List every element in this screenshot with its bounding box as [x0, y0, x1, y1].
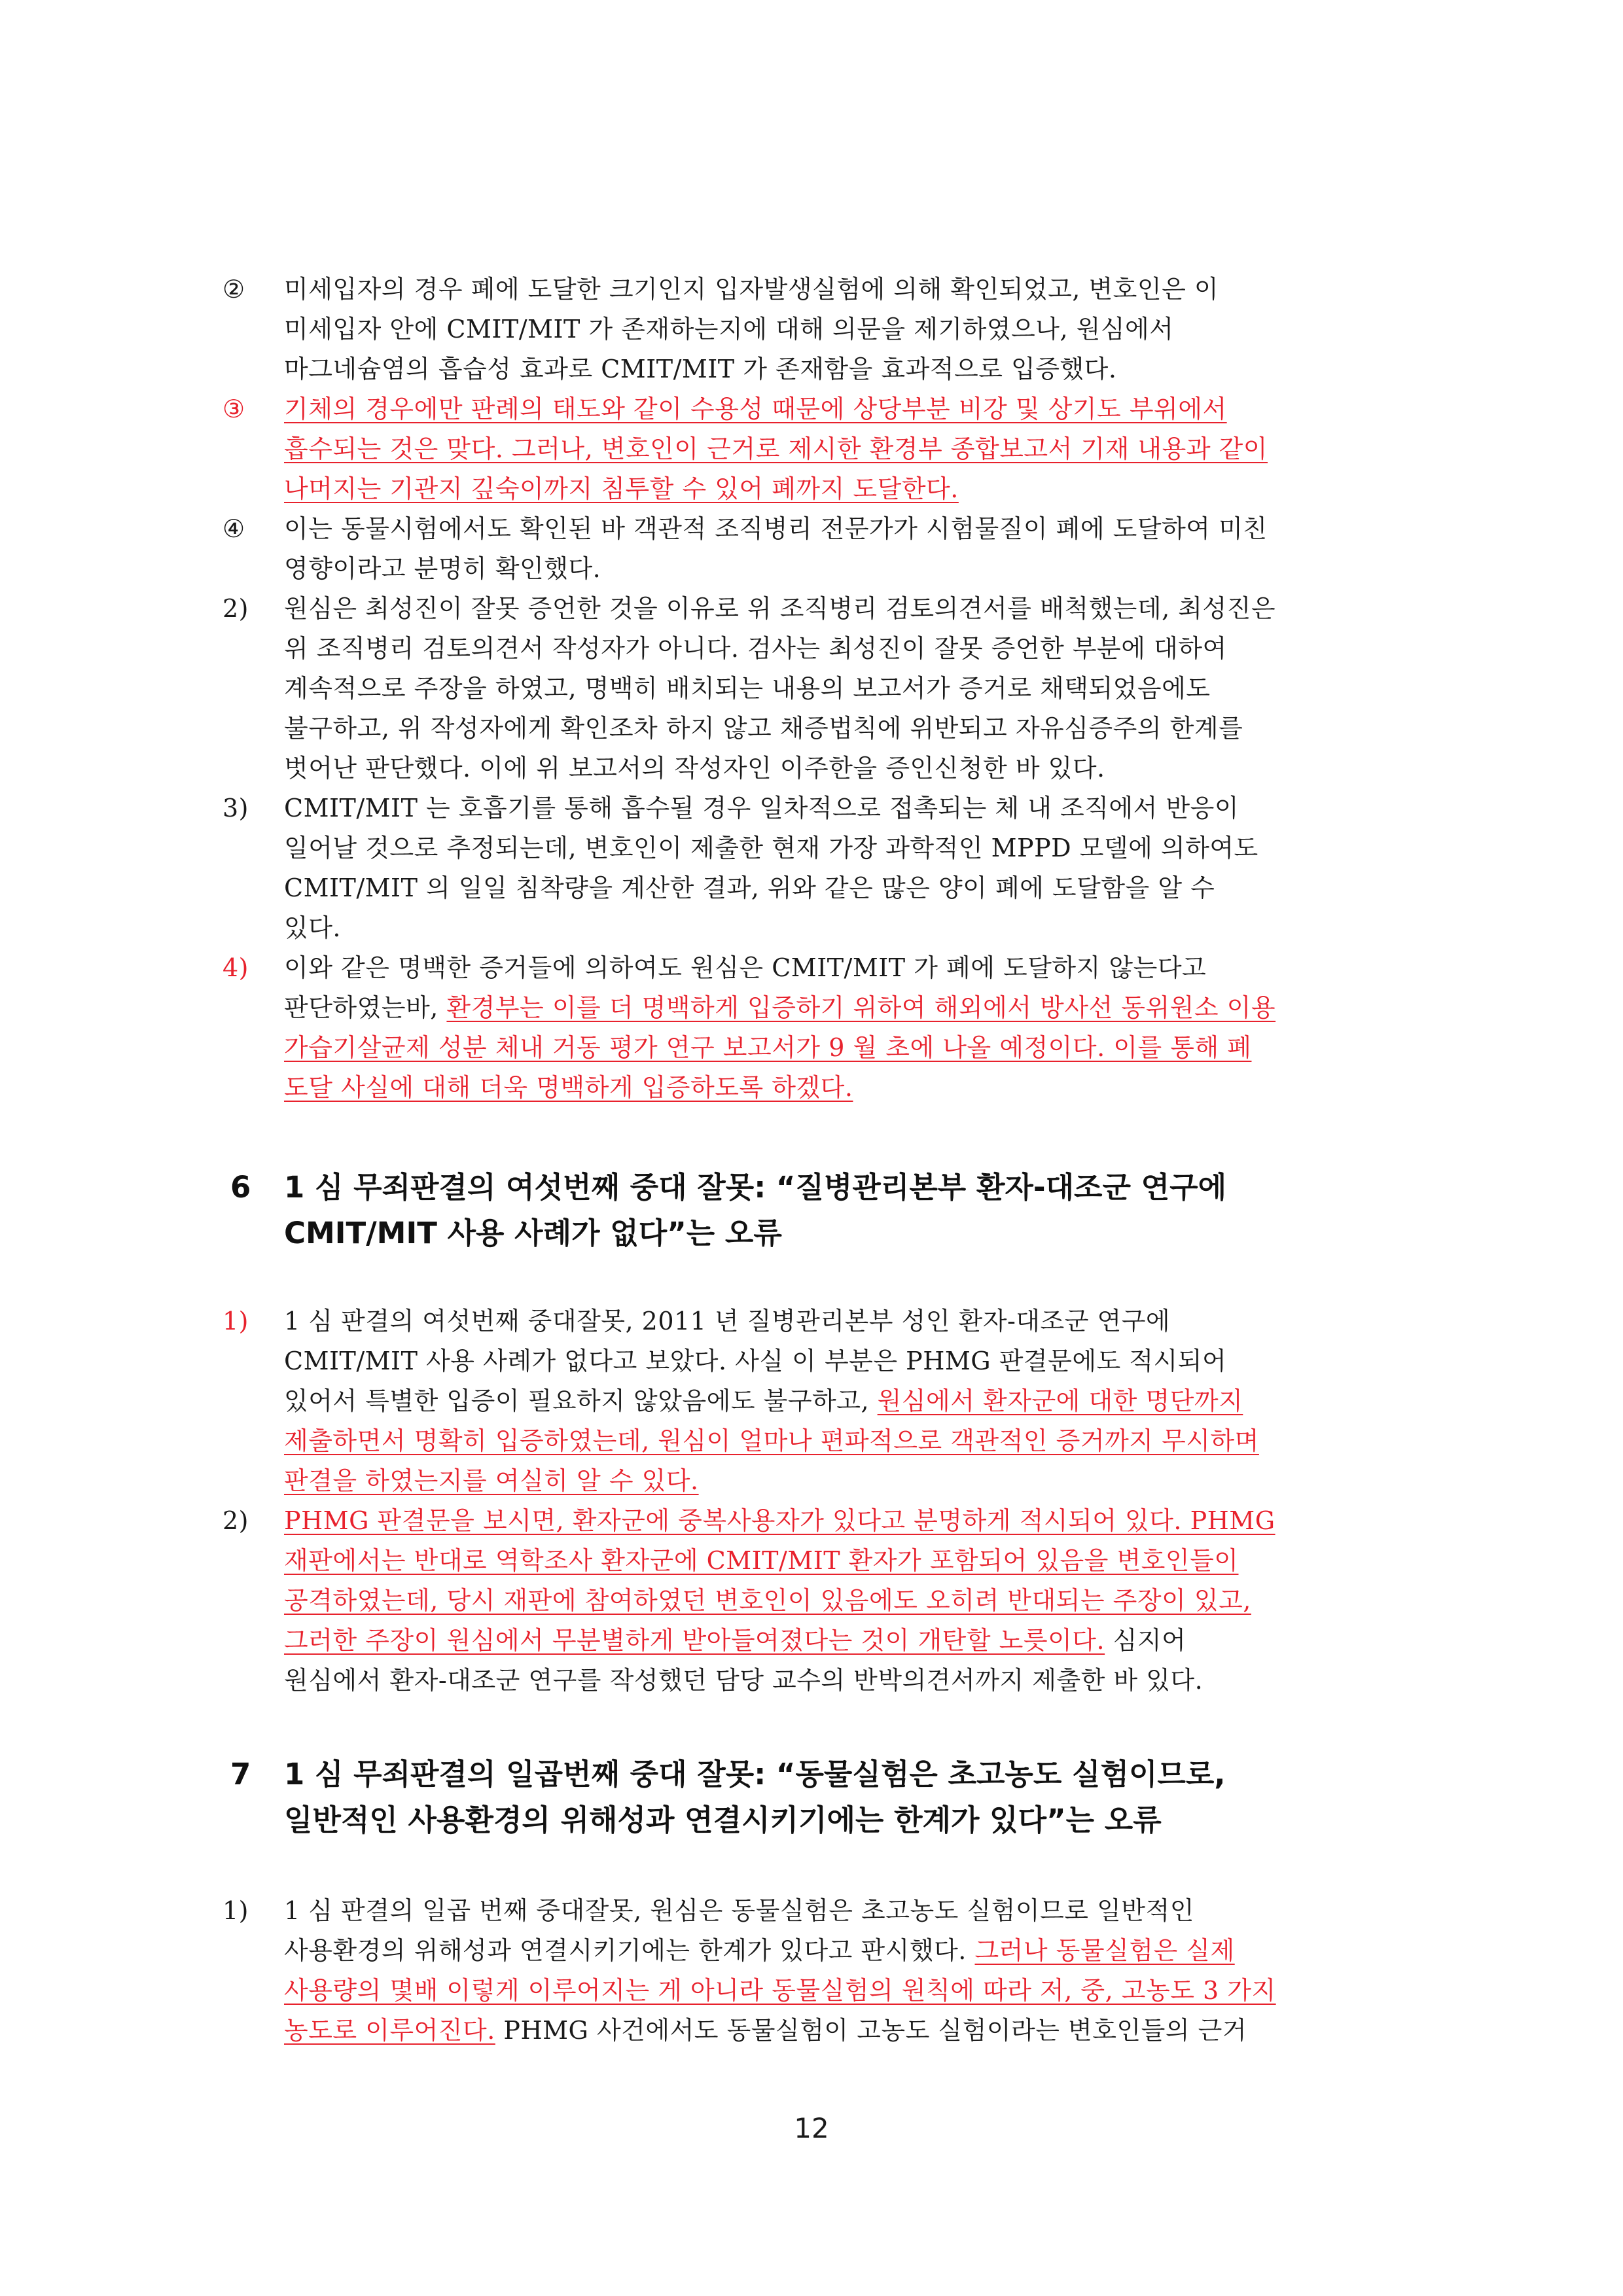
text-line — [284, 1028, 1410, 1068]
text-line — [284, 509, 1410, 549]
text-segment: 1 심 판결의 여섯번째 중대잘못, 2011 년 질병관리본부 성인 환자-대조군 연구에 — [284, 1307, 1171, 1335]
section-title-line: 1 심 무죄판결의 일곱번째 중대 잘못: “동물실험은 초고농도 실험이므로, — [284, 1757, 1226, 1792]
section-title-line: 일반적인 사용환경의 위해성과 연결시키기에는 한계가 있다”는 오류 — [284, 1803, 1162, 1837]
text-segment: 있다. — [284, 913, 341, 942]
text-segment: 원심은 최성진이 잘못 증언한 것을 이유로 위 조직병리 검토의견서를 배척했는데, 최성진은 — [284, 594, 1276, 623]
text-segment: 위 조직병리 검토의견서 작성자가 아니다. 검사는 최성진이 잘못 증언한 부분에 대하여 — [284, 634, 1227, 663]
text-segment: 일어날 것으로 추정되는데, 변호인이 제출한 현재 가장 과학적인 MPPD 모델에 의하여도 — [284, 834, 1258, 862]
text-line — [284, 1381, 1410, 1421]
text-line — [284, 908, 1410, 948]
item-number: 1) — [223, 1307, 249, 1335]
text-segment: CMIT/MIT 사용 사례가 없다고 보았다. 사실 이 부분은 PHMG 판결문에도 적시되어 — [284, 1347, 1227, 1375]
text-line — [284, 948, 1410, 988]
text-segment: 1 심 판결의 일곱 번째 중대잘못, 원심은 동물실험은 초고농도 실험이므로 일반적인 — [284, 1896, 1194, 1925]
text-segment: 판단하였는바, — [284, 993, 447, 1022]
item-number: 1) — [223, 1896, 249, 1925]
text-segment: 있어서 특별한 입증이 필요하지 않았음에도 불구하고, — [284, 1386, 878, 1415]
highlighted-text: 그러한 주장이 원심에서 무분별하게 받아들여졌다는 것이 개탄할 노릇이다. — [284, 1626, 1105, 1655]
highlighted-text: 도달 사실에 대해 더욱 명백하게 입증하도록 하겠다. — [284, 1073, 853, 1102]
text-line — [284, 1971, 1410, 2011]
text-segment: 벗어난 판단했다. 이에 위 보고서의 작성자인 이주한을 증인신청한 바 있다. — [284, 754, 1105, 783]
text-line — [284, 669, 1410, 709]
highlighted-text: 사용량의 몇배 이렇게 이루어지는 게 아니라 동물실험의 원칙에 따라 저, 중, 고농도 3 가지 — [284, 1976, 1276, 2005]
text-line — [284, 988, 1410, 1028]
text-line — [284, 1931, 1410, 1971]
text-segment: 계속적으로 주장을 하였고, 명백히 배치되는 내용의 보고서가 증거로 채택되었음에도 — [284, 674, 1211, 703]
highlighted-text: PHMG 판결문을 보시면, 환자군에 중복사용자가 있다고 분명하게 적시되어 있다. PHMG — [284, 1506, 1275, 1535]
text-line — [284, 1301, 1410, 1341]
text-line — [284, 429, 1410, 469]
highlighted-text: 원심에서 환자군에 대한 명단까지 — [877, 1386, 1243, 1415]
text-segment: 미세입자 안에 CMIT/MIT 가 존재하는지에 대해 의문을 제기하였으나, 원심에서 — [284, 315, 1174, 344]
highlighted-text: 공격하였는데, 당시 재판에 참여하였던 변호인이 있음에도 오히려 반대되는 주장이 있고, — [284, 1586, 1251, 1615]
item-number: 2) — [223, 1506, 249, 1535]
item-number: 2) — [223, 594, 249, 623]
page-number: 12 — [794, 2112, 829, 2144]
item-number: ② — [223, 275, 245, 304]
text-line — [284, 270, 1410, 309]
highlighted-text: 기체의 경우에만 판례의 태도와 같이 수용성 때문에 상당부분 비강 및 상기도 부위에서 — [284, 395, 1227, 423]
text-segment: 영향이라고 분명히 확인했다. — [284, 554, 601, 583]
text-line — [284, 589, 1410, 629]
highlighted-text: 판결을 하였는지를 여실히 알 수 있다. — [284, 1466, 699, 1495]
text-segment: 사용환경의 위해성과 연결시키기에는 한계가 있다고 판시했다. — [284, 1936, 975, 1965]
highlighted-text: 가습기살균제 성분 체내 거동 평가 연구 보고서가 9 월 초에 나올 예정이다. 이를 통해 폐 — [284, 1033, 1252, 1062]
text-line — [284, 1461, 1410, 1501]
text-segment: 불구하고, 위 작성자에게 확인조차 하지 않고 채증법칙에 위반되고 자유심증주의 한계를 — [284, 714, 1243, 743]
text-segment: CMIT/MIT 는 호흡기를 통해 흡수될 경우 일차적으로 접촉되는 체 내 조직에서 반응이 — [284, 794, 1240, 822]
text-segment: 이는 동물시험에서도 확인된 바 객관적 조직병리 전문가가 시험물질이 폐에 도달하여 미친 — [284, 514, 1268, 543]
text-segment: 원심에서 환자-대조군 연구를 작성했던 담당 교수의 반박의견서까지 제출한 바 있다. — [284, 1666, 1204, 1695]
text-line — [284, 868, 1410, 908]
highlighted-text: 나머지는 기관지 깊숙이까지 침투할 수 있어 폐까지 도달한다. — [284, 474, 959, 503]
text-segment: CMIT/MIT 의 일일 침착량을 계산한 결과, 위와 같은 많은 양이 폐에 도달함을 알 수 — [284, 874, 1215, 902]
highlighted-text: 그러나 동물실험은 실제 — [974, 1936, 1235, 1965]
text-line — [284, 1621, 1410, 1661]
item-number: 4) — [223, 953, 249, 982]
highlighted-text: 흡수되는 것은 맞다. 그러나, 변호인이 근거로 제시한 환경부 종합보고서 기재 내용과 같이 — [284, 434, 1268, 463]
text-line — [284, 549, 1410, 589]
item-number: ④ — [223, 514, 245, 543]
highlighted-text: 재판에서는 반대로 역학조사 환자군에 CMIT/MIT 환자가 포함되어 있음을 변호인들이 — [284, 1546, 1239, 1575]
text-segment: 심지어 — [1105, 1626, 1186, 1655]
text-line — [284, 1421, 1410, 1461]
highlighted-text: 농도로 이루어진다. — [284, 2016, 495, 2045]
text-line — [284, 828, 1410, 868]
section-number: 7 — [230, 1757, 251, 1792]
text-line — [284, 709, 1410, 749]
text-line — [284, 629, 1410, 669]
text-segment: PHMG 사건에서도 동물실험이 고농도 실험이라는 변호인들의 근거 — [495, 2016, 1247, 2045]
text-line — [284, 389, 1410, 429]
section-number: 6 — [230, 1170, 251, 1205]
text-line — [284, 1501, 1410, 1541]
text-line — [284, 1341, 1410, 1381]
text-segment: 미세입자의 경우 폐에 도달한 크기인지 입자발생실험에 의해 확인되었고, 변호인은 이 — [284, 275, 1219, 304]
item-number: ③ — [223, 395, 245, 423]
text-line — [284, 1581, 1410, 1621]
text-line — [284, 749, 1410, 788]
text-line — [284, 2011, 1410, 2051]
text-line — [284, 1891, 1410, 1931]
section-title-line: CMIT/MIT 사용 사례가 없다”는 오류 — [284, 1216, 782, 1250]
highlighted-text: 제출하면서 명확히 입증하였는데, 원심이 얼마나 편파적으로 객관적인 증거까지 무시하며 — [284, 1426, 1259, 1455]
text-line — [284, 1661, 1410, 1701]
section-title-line: 1 심 무죄판결의 여섯번째 중대 잘못: “질병관리본부 환자-대조군 연구에 — [284, 1170, 1227, 1205]
text-segment: 이와 같은 명백한 증거들에 의하여도 원심은 CMIT/MIT 가 폐에 도달하지 않는다고 — [284, 953, 1207, 982]
text-line — [284, 788, 1410, 828]
text-line — [284, 469, 1410, 509]
highlighted-text: 환경부는 이를 더 명백하게 입증하기 위하여 해외에서 방사선 동위원소 이용 — [446, 993, 1276, 1022]
text-segment: 마그네슘염의 흡습성 효과로 CMIT/MIT 가 존재함을 효과적으로 입증했다. — [284, 355, 1117, 383]
item-number: 3) — [223, 794, 249, 822]
text-line — [284, 309, 1410, 349]
text-line — [284, 349, 1410, 389]
text-line — [284, 1068, 1410, 1108]
text-line — [284, 1541, 1410, 1581]
